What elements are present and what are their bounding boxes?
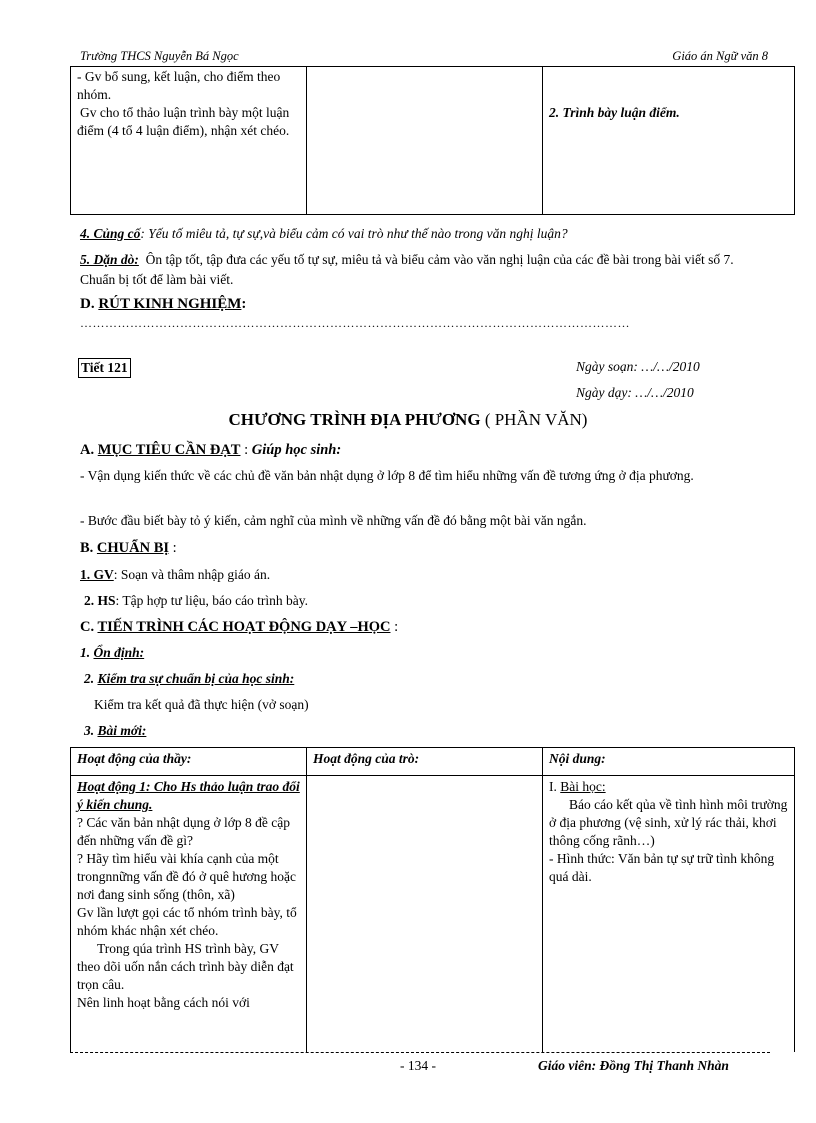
prep-hs-text: : Tập hợp tư liệu, báo cáo trình bày. bbox=[115, 593, 309, 608]
section-prefix: C. bbox=[80, 619, 95, 635]
header-cell-content: Nội dung: bbox=[543, 748, 795, 776]
section-sep: : bbox=[240, 442, 252, 458]
activity-line: ? Các văn bản nhật dụng ở lớp 8 đề cập đến những vấn đề gì? bbox=[77, 815, 290, 848]
dotted-line: …………………………………………………………………………………………………………………… bbox=[80, 316, 630, 330]
header-cell-teacher: Hoạt động của thầy: bbox=[71, 748, 307, 776]
objective-1: - Vận dụng kiến thức về các chủ đề văn bản nhật dụng ở lớp 8 để tìm hiểu những vấn đề tương ứng ở địa phương. bbox=[80, 468, 694, 483]
page-number: - 134 - bbox=[400, 1058, 436, 1073]
content-line: - Hình thức: Văn bản tự sự trữ tình không quá dài. bbox=[549, 851, 775, 884]
step-prefix: 2. bbox=[84, 671, 98, 686]
preparation-date: Ngày soạn: …/…/2010 bbox=[576, 359, 700, 374]
activity-line: Gv lần lượt gọi các tổ nhóm trình bày, tổ nhóm khác nhận xét chéo. bbox=[77, 905, 297, 938]
activity-line: ? Hãy tìm hiểu vài khía cạnh của một trongnnững vấn đề đó ở quê hương hoặc nơi đang sinh sống (thôn, xã) bbox=[77, 851, 296, 902]
prep-gv-label: 1. GV bbox=[80, 567, 114, 582]
prep-gv bbox=[80, 565, 270, 585]
step-3-label: Bài mới: bbox=[97, 723, 147, 738]
step-prefix: 3. bbox=[84, 723, 98, 738]
page-title bbox=[0, 410, 816, 430]
section-prefix: A. bbox=[80, 442, 95, 458]
header-school: Trường THCS Nguyễn Bá Ngọc bbox=[80, 49, 239, 63]
section-b-heading bbox=[80, 538, 177, 558]
lesson-heading: I. Bài học: bbox=[549, 779, 606, 794]
dan-do-label: 5. Dặn dò: bbox=[80, 252, 139, 267]
title-main: CHƯƠNG TRÌNH ĐỊA PHƯƠNG bbox=[228, 410, 481, 429]
teacher-activity-cell bbox=[71, 776, 307, 1052]
section-prefix: D. bbox=[80, 296, 95, 312]
table-header-row bbox=[71, 748, 795, 776]
section-c-label: TIẾN TRÌNH CÁC HOẠT ĐỘNG DẠY –HỌC bbox=[97, 619, 391, 635]
section-c-heading bbox=[80, 617, 398, 637]
section-colon: : bbox=[390, 619, 399, 635]
section-a-sub: Giúp học sinh: bbox=[251, 442, 342, 458]
content-line: Báo cáo kết qủa về tình hình môi trường ở địa phương (vệ sinh, xử lý rác thải, khơi thông cống rãnh…) bbox=[549, 797, 788, 848]
activity-line: Nên linh hoạt bằng cách nói với bbox=[77, 995, 250, 1010]
footer-teacher: Giáo viên: Đồng Thị Thanh Nhàn bbox=[538, 1058, 729, 1073]
objective-2: - Bước đầu biết bày tỏ ý kiến, cảm nghĩ của mình về những vấn đề đó bằng một bài văn ngắn. bbox=[80, 513, 587, 528]
section-prefix: B. bbox=[80, 540, 94, 556]
rut-kinh-nghiem-heading bbox=[80, 294, 246, 314]
step-2 bbox=[84, 669, 294, 689]
step-3 bbox=[84, 721, 146, 741]
activity-line: Trong qúa trình HS trình bày, GV theo dõi uốn nắn cách trình bày diễn đạt trọn câu. bbox=[77, 941, 294, 992]
lesson-number: Tiết 121 bbox=[78, 358, 131, 378]
student-activity-cell bbox=[307, 776, 543, 1052]
header-cell-student: Hoạt động của trò: bbox=[307, 748, 543, 776]
top-table-line: - Gv bổ sung, kết luận, cho điểm theo nhóm. bbox=[77, 69, 281, 102]
step-2-label: Kiểm tra sự chuẩn bị của học sinh: bbox=[97, 671, 295, 686]
prep-hs bbox=[84, 591, 308, 611]
step-prefix: 1. bbox=[80, 645, 94, 660]
step-1 bbox=[80, 643, 144, 663]
activity-1-title: Hoạt động 1: Cho Hs thảo luận trao đổi ý kiến chung. bbox=[77, 779, 300, 812]
cung-co-text: : Yếu tố miêu tả, tự sự,và biểu cảm có vai trò như thế nào trong văn nghị luận? bbox=[140, 226, 568, 241]
top-table-line: Gv cho tổ thảo luận trình bày một luận điểm (4 tổ 4 luận điểm), nhận xét chéo. bbox=[77, 105, 290, 138]
dan-do-block bbox=[80, 250, 770, 290]
cung-co-label: 4. Củng cố bbox=[80, 226, 141, 241]
section-b-label: CHUẨN BỊ bbox=[96, 540, 170, 556]
dan-do-text: Ôn tập tốt, tập đưa các yếu tố tự sự, miêu tả và biểu cảm vào văn nghị luận của các đề bài trong bài viết số 7. Chuẩn bị tốt để làm bài viết. bbox=[80, 252, 734, 287]
teaching-date: Ngày dạy: …/…/2010 bbox=[576, 385, 694, 400]
table-row bbox=[71, 776, 795, 1052]
step-2-text: Kiểm tra kết quả đã thực hiện (vở soạn) bbox=[94, 697, 309, 712]
step-1-label: Ổn định: bbox=[93, 645, 145, 660]
prep-hs-label: 2. HS bbox=[84, 593, 116, 608]
section-colon: : bbox=[169, 540, 177, 556]
cung-co-line bbox=[80, 224, 568, 244]
title-sub: ( PHẦN VĂN) bbox=[484, 410, 588, 429]
header-document-title: Giáo án Ngữ văn 8 bbox=[672, 49, 768, 63]
content-cell bbox=[543, 776, 795, 1052]
top-table-content: 2. Trình bày luận điểm. bbox=[549, 105, 680, 120]
prep-gv-text: : Soạn và thâm nhập giáo án. bbox=[113, 567, 271, 582]
top-table bbox=[70, 66, 795, 215]
activity-table bbox=[70, 747, 795, 1052]
section-a-heading bbox=[80, 440, 341, 460]
top-table-content-cell bbox=[543, 66, 795, 214]
section-a-label: MỤC TIÊU CẦN ĐẠT bbox=[97, 442, 241, 458]
footer-rule bbox=[70, 1052, 770, 1053]
top-table-teacher-cell bbox=[71, 66, 307, 214]
section-colon: : bbox=[241, 296, 247, 312]
rut-kinh-nghiem-label: RÚT KINH NGHIỆM bbox=[98, 296, 242, 312]
top-table-student-cell bbox=[307, 66, 543, 214]
